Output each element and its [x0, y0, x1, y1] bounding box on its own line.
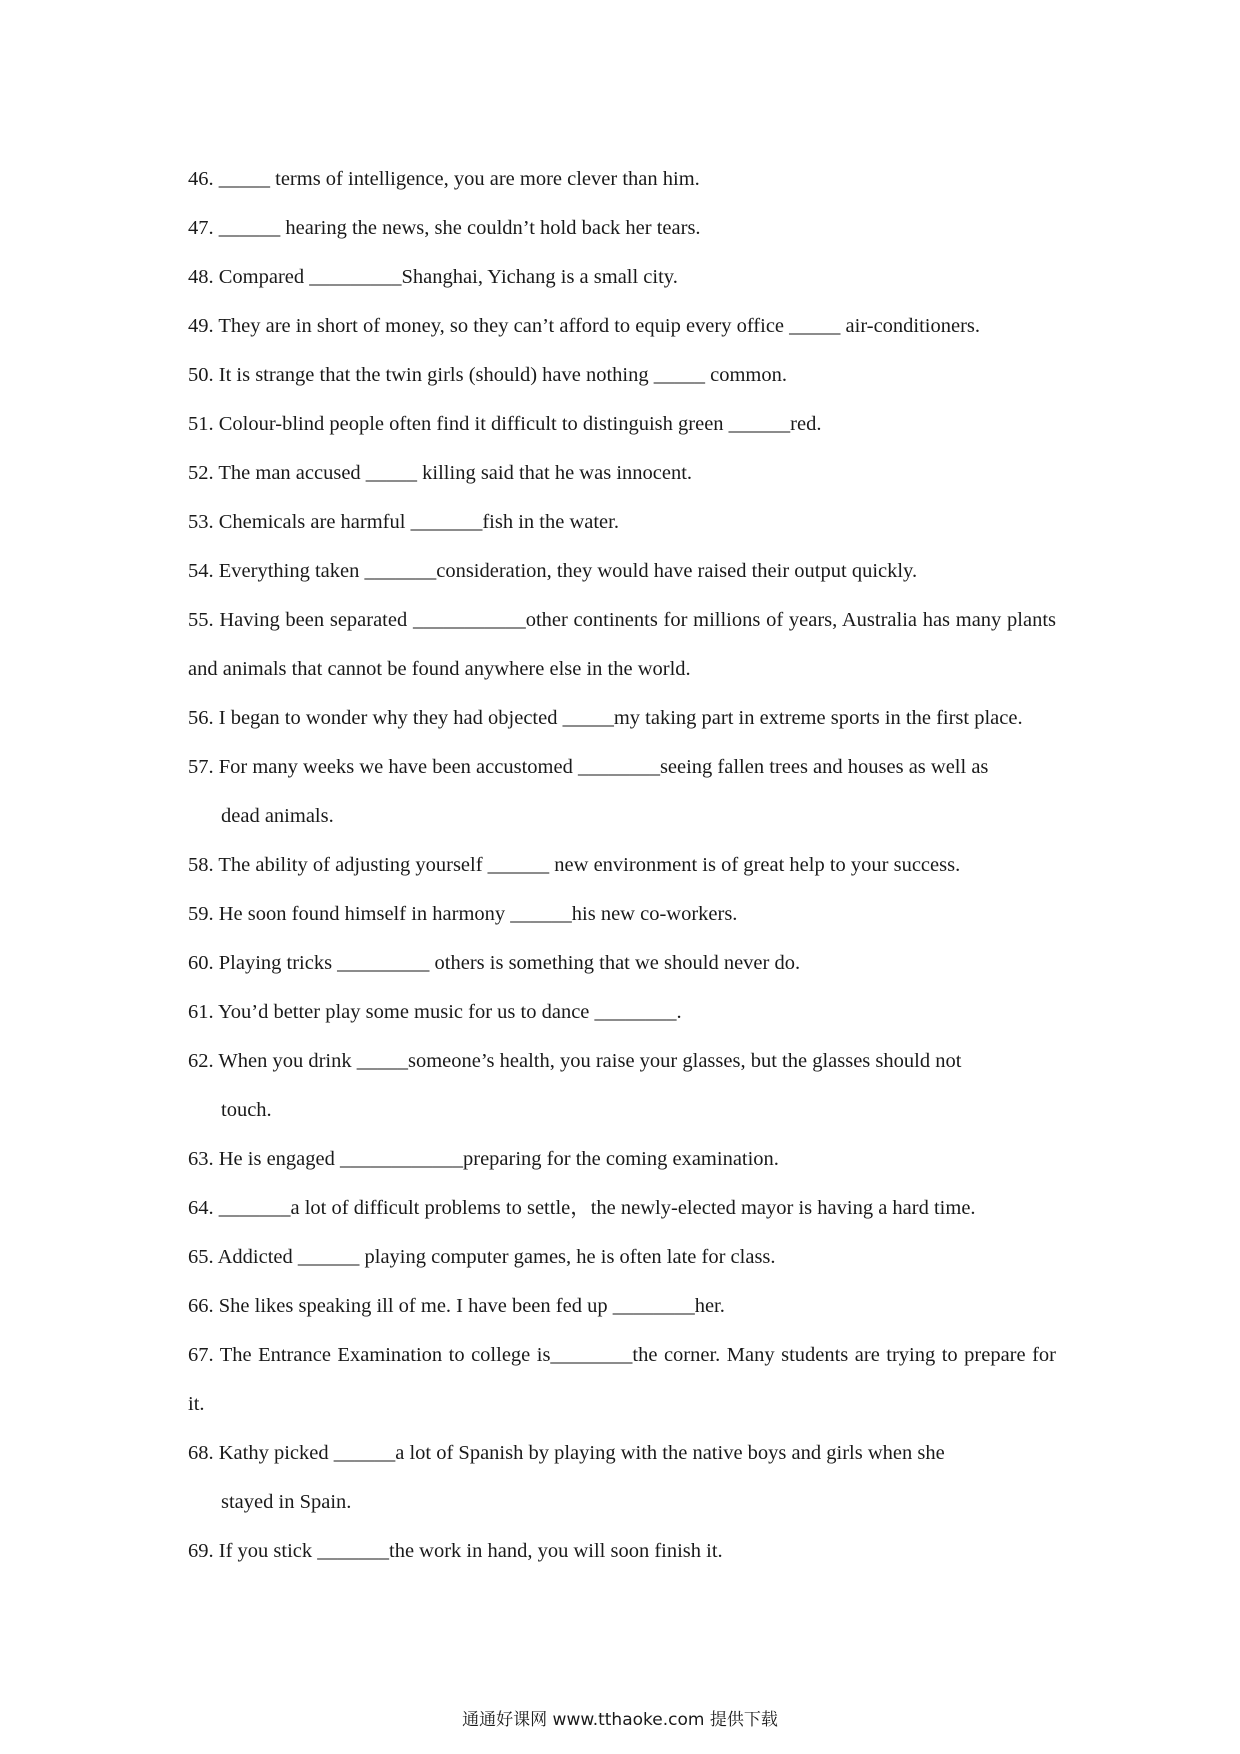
question-69: 69. If you stick _______the work in hand, you will soon finish it. [188, 1540, 723, 1562]
question-57: 57. For many weeks we have been accustomed ________seeing fallen trees and houses as well as dead animals. [188, 743, 1056, 841]
question-60: 60. Playing tricks _________ others is something that we should never do. [188, 952, 801, 974]
question-59: 59. He soon found himself in harmony ______his new co-workers. [188, 903, 738, 925]
question-list [188, 155, 1056, 1576]
question-55: 55. Having been separated ___________other continents for millions of years, Australia has many plants and animals that cannot be found anywhere else in the world. [188, 609, 1056, 680]
question-53: 53. Chemicals are harmful _______fish in the water. [188, 511, 619, 533]
question-62: 62. When you drink _____someone’s health, you raise your glasses, but the glasses should not touch. [188, 1037, 1056, 1135]
question-65: 65. Addicted ______ playing computer games, he is often late for class. [188, 1246, 776, 1268]
question-64: 64. _______a lot of difficult problems to settle，the newly-elected mayor is having a hard time. [188, 1197, 976, 1219]
question-47: 47. ______ hearing the news, she couldn’t hold back her tears. [188, 217, 701, 239]
question-67: 67. The Entrance Examination to college is________the corner. Many students are trying to prepare for it. [188, 1344, 1056, 1415]
question-63: 63. He is engaged ____________preparing for the coming examination. [188, 1148, 779, 1170]
question-58: 58. The ability of adjusting yourself ______ new environment is of great help to your success. [188, 854, 961, 876]
question-61: 61. You’d better play some music for us to dance ________. [188, 1001, 682, 1023]
question-52: 52. The man accused _____ killing said that he was innocent. [188, 462, 693, 484]
question-66: 66. She likes speaking ill of me. I have been fed up ________her. [188, 1295, 725, 1317]
question-50: 50. It is strange that the twin girls (should) have nothing _____ common. [188, 364, 787, 386]
question-51: 51. Colour-blind people often find it difficult to distinguish green ______red. [188, 413, 822, 435]
page-footer: 通通好课网 www.tthaoke.com 提供下载 [462, 1710, 778, 1730]
question-46: 46. _____ terms of intelligence, you are more clever than him. [188, 168, 700, 190]
question-57-continuation: dead animals. [221, 805, 334, 827]
question-68: 68. Kathy picked ______a lot of Spanish by playing with the native boys and girls when she stayed in Spain. [188, 1429, 1056, 1527]
question-56: 56. I began to wonder why they had objected _____my taking part in extreme sports in the first place. [188, 707, 1023, 729]
question-62-continuation: touch. [221, 1099, 272, 1121]
question-54: 54. Everything taken _______consideration, they would have raised their output quickly. [188, 560, 918, 582]
question-68-continuation: stayed in Spain. [221, 1491, 352, 1513]
question-48: 48. Compared _________Shanghai, Yichang is a small city. [188, 266, 678, 288]
question-49: 49. They are in short of money, so they can’t afford to equip every office _____ air-conditioners. [188, 315, 981, 337]
